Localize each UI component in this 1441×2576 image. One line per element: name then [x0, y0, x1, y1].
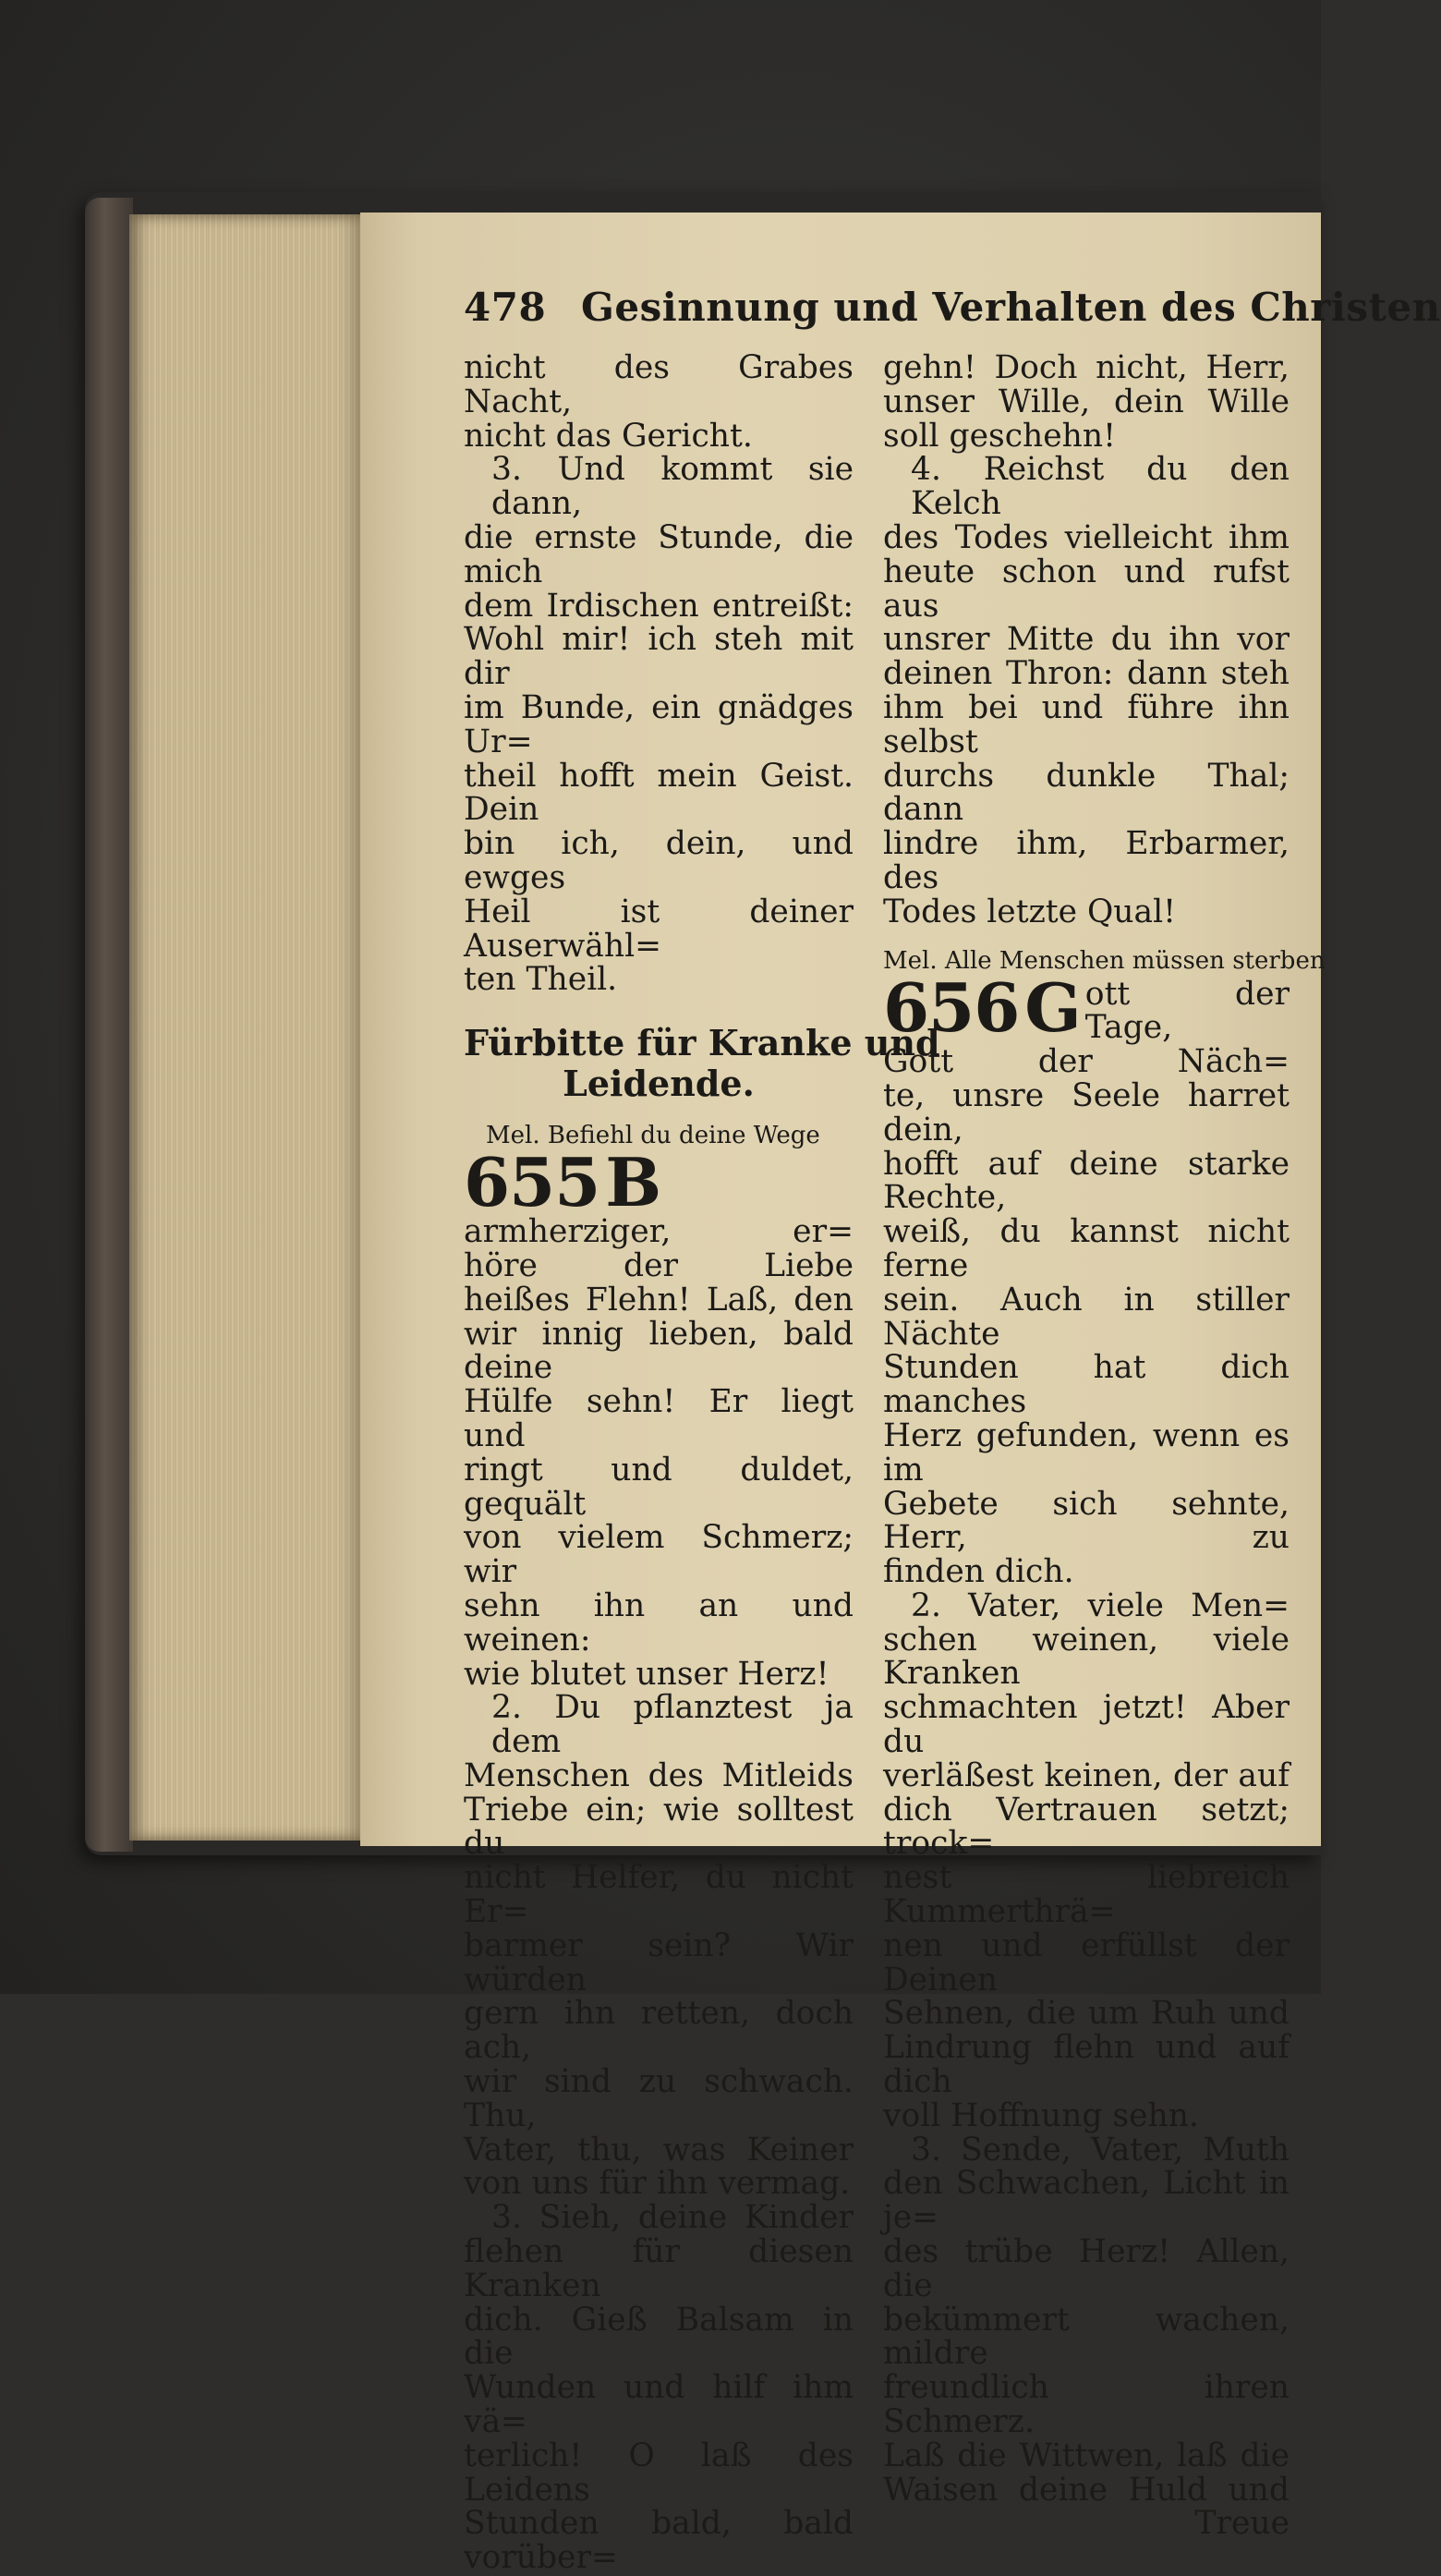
text-line: schen weinen, viele Kranken: [883, 1621, 1290, 1693]
text-line: 3. Sende, Vater, Muth: [911, 2131, 1290, 2169]
text-line: voll Hoffnung sehn.: [883, 2096, 1199, 2134]
text-line: Todes letzte Qual!: [883, 893, 1176, 930]
text-line: Gebete sich sehnte, Herr, zu: [883, 1485, 1290, 1557]
text-line: bin ich, dein, und ewges: [464, 825, 854, 896]
text-line: theil hofft mein Geist. Dein: [464, 757, 854, 829]
text-line: unsrer Mitte du ihn vor: [883, 621, 1290, 659]
text-line: nicht Helfer, du nicht Er=: [464, 1859, 854, 1931]
melody-line: Mel. Alle Menschen müssen sterben: [883, 946, 1326, 975]
text-line: flehen für diesen Kranken: [464, 2233, 854, 2304]
text-line: Heil ist deiner Auserwähl=: [464, 893, 854, 965]
text-line: barmer sein? Wir würden: [464, 1926, 854, 1999]
text-line: 3. Sieh, deine Kinder: [491, 2199, 854, 2237]
text-line: hofft auf deine starke Rechte,: [883, 1145, 1290, 1217]
right-column: [883, 349, 1326, 2543]
book-cover-edge: [85, 198, 133, 1852]
text-line: ott der Tage,: [1084, 975, 1290, 1047]
text-line: gern ihn retten, doch ach,: [464, 1995, 854, 2067]
text-line: weiß, du kannst nicht ferne: [883, 1213, 1290, 1284]
running-title: Gesinnung und Verhalten des Christen: [581, 285, 1441, 330]
text-line: Triebe ein; wie solltest du: [464, 1791, 854, 1863]
section-heading: Leidende.: [563, 1063, 755, 1105]
text-line: terlich! O laß des Leidens: [464, 2436, 854, 2509]
text-line: wir sind zu schwach. Thu,: [464, 2063, 854, 2134]
text-line: von vielem Schmerz; wir: [464, 1519, 854, 1591]
text-line: nest liebreich Kummerthrä=: [883, 1859, 1290, 1931]
hymn-655-start: [464, 1143, 854, 1284]
text-line: Herz gefunden, wenn es im: [883, 1416, 1290, 1488]
drop-initial: B: [605, 1143, 662, 1222]
text-line: 3. Und kommt sie dann,: [491, 451, 854, 523]
text-line: höre der Liebe: [464, 1246, 854, 1284]
book-page: [360, 213, 1441, 2576]
text-line: Vater, thu, was Keiner: [464, 2131, 854, 2169]
text-line: des Todes vielleicht ihm: [883, 518, 1290, 556]
text-line: dem Irdischen entreißt:: [464, 587, 854, 625]
catchword: Treue: [1194, 2505, 1290, 2543]
text-line: 2. Du pflanztest ja dem: [491, 1689, 854, 1761]
text-line: schmachten jetzt! Aber du: [883, 1689, 1290, 1761]
text-line: Gott der Näch=: [883, 1043, 1290, 1081]
text-line: des trübe Herz! Allen, die: [883, 2233, 1290, 2304]
text-line: soll geschehn!: [883, 417, 1116, 455]
text-line: deinen Thron: dann steh: [883, 655, 1290, 693]
spacer: [883, 930, 1290, 944]
melody-line: Mel. Befiehl du deine Wege: [486, 1122, 820, 1150]
hymn-656-start: [883, 967, 1290, 1081]
text-line: Sehnen, die um Ruh und: [883, 1995, 1290, 2033]
text-line: Wohl mir! ich steh mit dir: [464, 621, 854, 693]
text-line: gehn! Doch nicht, Herr,: [883, 349, 1290, 386]
text-line: ringt und duldet, gequält: [464, 1451, 854, 1523]
section-heading: Fürbitte für Kranke und: [464, 1022, 940, 1064]
text-line: dich. Gieß Balsam in die: [464, 2301, 854, 2373]
text-line: te, unsre Seele harret dein,: [883, 1076, 1290, 1148]
drop-initial: G: [1024, 967, 1082, 1047]
page-edges: [129, 214, 362, 1841]
text-line: heißes Flehn! Laß, den: [464, 1281, 854, 1318]
text-line: dich Vertrauen setzt; trock=: [883, 1791, 1290, 1863]
text-line: Hülfe sehn! Er liegt und: [464, 1383, 854, 1454]
text-line: ihm bei und führe ihn selbst: [883, 688, 1290, 760]
text-line: nen und erfüllst der Deinen: [883, 1926, 1290, 1999]
text-line: lindre ihm, Erbarmer, des: [883, 825, 1290, 896]
text-line: die ernste Stunde, die mich: [464, 518, 854, 590]
text-line: den Schwachen, Licht in je=: [883, 2165, 1290, 2237]
text-line: 2. Vater, viele Men=: [911, 1586, 1290, 1624]
text-line: Laß die Wittwen, laß die: [883, 2436, 1290, 2474]
text-line: verläßest keinen, der auf: [883, 1756, 1290, 1794]
spacer: [464, 1104, 854, 1119]
text-line: nicht das Gericht.: [464, 417, 753, 455]
text-line: nicht des Grabes Nacht,: [464, 349, 854, 420]
text-line: wie blutet unser Herz!: [464, 1655, 829, 1693]
text-line: 4. Reichst du den Kelch: [911, 451, 1290, 523]
text-line: Wunden und hilf ihm vä=: [464, 2369, 854, 2441]
text-line: Stunden bald, bald vorüber=: [464, 2505, 854, 2576]
page-header: [464, 285, 1441, 330]
text-line: freundlich ihren Schmerz.: [883, 2369, 1290, 2441]
left-column: [464, 349, 940, 2576]
text-line: finden dich.: [883, 1553, 1074, 1591]
text-line: Stunden hat dich manches: [883, 1349, 1290, 1421]
text-line: armherziger, er=: [464, 1213, 854, 1251]
text-line: Waisen deine Huld und: [883, 2471, 1290, 2509]
text-line: im Bunde, ein gnädges Ur=: [464, 688, 854, 760]
text-line: Lindrung flehn und auf dich: [883, 2029, 1290, 2101]
text-line: bekümmert wachen, mildre: [883, 2301, 1290, 2373]
hymn-number: 655: [464, 1143, 600, 1222]
text-line: wir innig lieben, bald deine: [464, 1315, 854, 1387]
text-line: sehn ihn an und weinen:: [464, 1586, 854, 1659]
spacer: [464, 997, 854, 1023]
text-line: unser Wille, dein Wille: [883, 383, 1290, 420]
hymn-number: 656: [883, 967, 1020, 1047]
page-number: 478: [464, 285, 547, 330]
text-line: von uns für ihn vermag.: [464, 2165, 851, 2203]
text-line: sein. Auch in stiller Nächte: [883, 1281, 1290, 1353]
text-line: ten Theil.: [464, 961, 618, 999]
text-line: heute schon und rufst aus: [883, 553, 1290, 625]
text-line: Menschen des Mitleids: [464, 1756, 854, 1794]
text-line: durchs dunkle Thal; dann: [883, 757, 1290, 829]
